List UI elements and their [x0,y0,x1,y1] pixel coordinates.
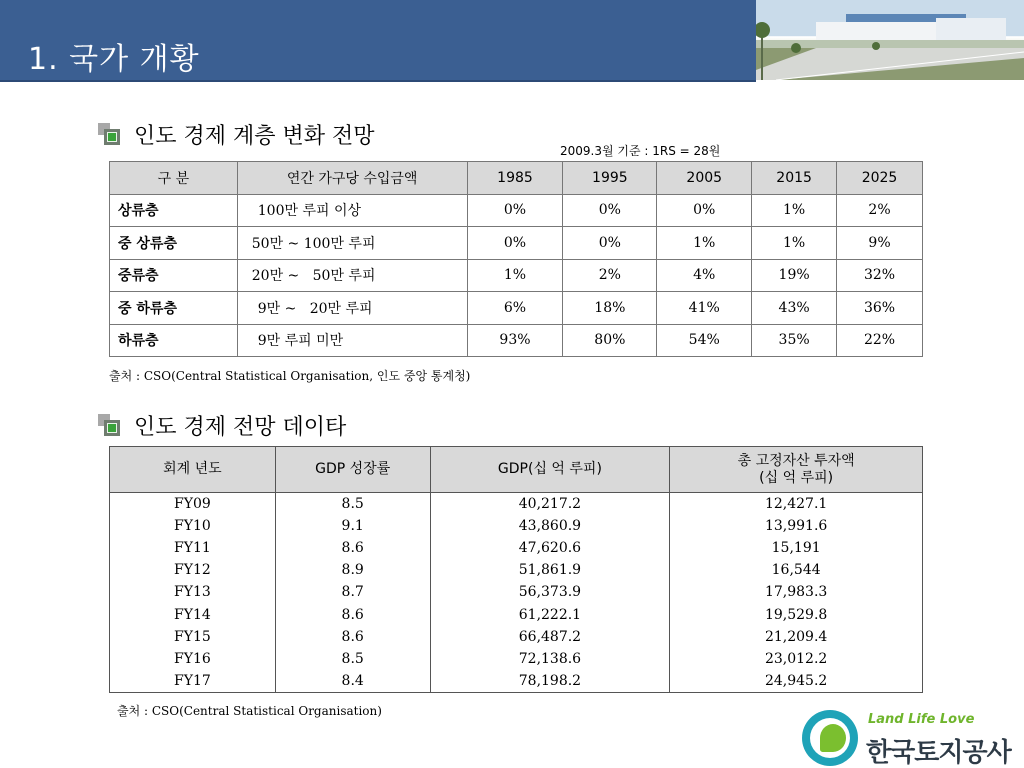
cell-value: 8.9 [275,559,430,581]
cell-value: 0% [563,227,657,260]
table-row [110,603,923,625]
logo-slogan: Land Life Love [868,712,975,727]
bullet-square-icon [98,123,124,147]
row-income-range: 50만 ~ 100만 루피 [237,227,467,260]
cell-value: 54% [657,324,752,357]
header-underline [0,80,756,82]
cell-value: 2% [837,194,923,227]
cell-value: 0% [563,194,657,227]
col-header-category: 구 분 [110,162,238,195]
cell-value: 6% [467,292,563,325]
table-row [110,493,923,515]
col-header-2015: 2015 [752,162,837,195]
row-income-range: 20만 ~ 50만 루피 [237,259,467,292]
col-header-1995: 1995 [563,162,657,195]
cell-value: 72,138.6 [430,648,670,670]
table-row [110,194,923,227]
col-header-gdp: GDP(십 억 루피) [430,447,670,493]
cell-value: 32% [837,259,923,292]
col-header-2005: 2005 [657,162,752,195]
row-fiscal-year: FY16 [110,648,276,670]
row-income-range: 100만 루피 이상 [237,194,467,227]
col-header-fixed-investment-line1: 총 고정자산 투자액 [737,452,855,469]
income-class-table [109,161,923,357]
cell-value: 41% [657,292,752,325]
cell-value: 19,529.8 [670,603,923,625]
col-header-income: 연간 가구당 수입금액 [237,162,467,195]
cell-value: 12,427.1 [670,493,923,515]
table-row [110,581,923,603]
row-category: 중류층 [110,259,238,292]
row-fiscal-year: FY11 [110,537,276,559]
cell-value: 9.1 [275,515,430,537]
exchange-rate-note: 2009.3월 기준 : 1RS = 28원 [560,144,721,158]
cell-value: 40,217.2 [430,493,670,515]
cell-value: 9% [837,227,923,260]
bullet-square-icon [98,414,124,438]
row-category: 상류층 [110,194,238,227]
col-header-1985: 1985 [467,162,563,195]
cell-value: 78,198.2 [430,670,670,692]
cell-value: 17,983.3 [670,581,923,603]
cell-value: 56,373.9 [430,581,670,603]
col-header-fixed-investment-line2: (십 억 루피) [759,469,834,486]
cell-value: 47,620.6 [430,537,670,559]
table-row [110,227,923,260]
cell-value: 19% [752,259,837,292]
source-note-2: 출처 : CSO(Central Statistical Organisation) [117,704,382,718]
cell-value: 51,861.9 [430,559,670,581]
col-header-fiscal-year: 회계 년도 [110,447,276,493]
table-header-row [110,447,923,493]
lh-logo-mark-icon [802,710,858,766]
row-fiscal-year: FY13 [110,581,276,603]
slide-header [0,0,1024,80]
cell-value: 80% [563,324,657,357]
cell-value: 1% [657,227,752,260]
cell-value: 8.6 [275,626,430,648]
row-fiscal-year: FY17 [110,670,276,692]
cell-value: 1% [752,194,837,227]
cell-value: 0% [467,227,563,260]
section2-heading [98,410,346,441]
cell-value: 8.5 [275,648,430,670]
lh-corporation-logo [802,710,1017,766]
row-income-range: 9만 루피 미만 [237,324,467,357]
cell-value: 0% [657,194,752,227]
cell-value: 93% [467,324,563,357]
slide-title: 1. 국가 개황 [28,42,200,77]
table-row [110,515,923,537]
section2-heading-text: 인도 경제 전망 데이타 [134,415,347,440]
cell-value: 13,991.6 [670,515,923,537]
cell-value: 4% [657,259,752,292]
cell-value: 43,860.9 [430,515,670,537]
source-note-1: 출처 : CSO(Central Statistical Organisation, 인도 중앙 통계청) [109,369,471,383]
cell-value: 43% [752,292,837,325]
row-category: 중 상류층 [110,227,238,260]
table-header-row [110,162,923,195]
table-row [110,292,923,325]
cell-value: 15,191 [670,537,923,559]
row-category: 하류층 [110,324,238,357]
cell-value: 1% [752,227,837,260]
table-row [110,626,923,648]
cell-value: 24,945.2 [670,670,923,692]
cell-value: 61,222.1 [430,603,670,625]
row-fiscal-year: FY10 [110,515,276,537]
cell-value: 0% [467,194,563,227]
header-factory-photo [756,0,1024,80]
col-header-fixed-investment [670,447,923,493]
row-fiscal-year: FY14 [110,603,276,625]
cell-value: 36% [837,292,923,325]
cell-value: 18% [563,292,657,325]
header-bar [0,0,756,80]
cell-value: 35% [752,324,837,357]
cell-value: 1% [467,259,563,292]
section1-heading [98,119,375,150]
cell-value: 23,012.2 [670,648,923,670]
col-header-2025: 2025 [837,162,923,195]
table-row [110,648,923,670]
economic-outlook-table [109,446,923,693]
cell-value: 8.6 [275,537,430,559]
table-row [110,559,923,581]
section1-heading-text: 인도 경제 계층 변화 전망 [134,124,375,149]
cell-value: 8.7 [275,581,430,603]
row-fiscal-year: FY15 [110,626,276,648]
cell-value: 66,487.2 [430,626,670,648]
cell-value: 21,209.4 [670,626,923,648]
row-category: 중 하류층 [110,292,238,325]
table-row [110,670,923,692]
col-header-gdp-growth: GDP 성장률 [275,447,430,493]
logo-company-name: 한국토지공사 [866,738,1011,768]
row-fiscal-year: FY12 [110,559,276,581]
cell-value: 8.6 [275,603,430,625]
row-income-range: 9만 ~ 20만 루피 [237,292,467,325]
cell-value: 2% [563,259,657,292]
cell-value: 8.4 [275,670,430,692]
table-row [110,259,923,292]
factory-photo-image [756,0,1024,80]
cell-value: 8.5 [275,493,430,515]
cell-value: 16,544 [670,559,923,581]
row-fiscal-year: FY09 [110,493,276,515]
cell-value: 22% [837,324,923,357]
table-row [110,537,923,559]
table-row [110,324,923,357]
